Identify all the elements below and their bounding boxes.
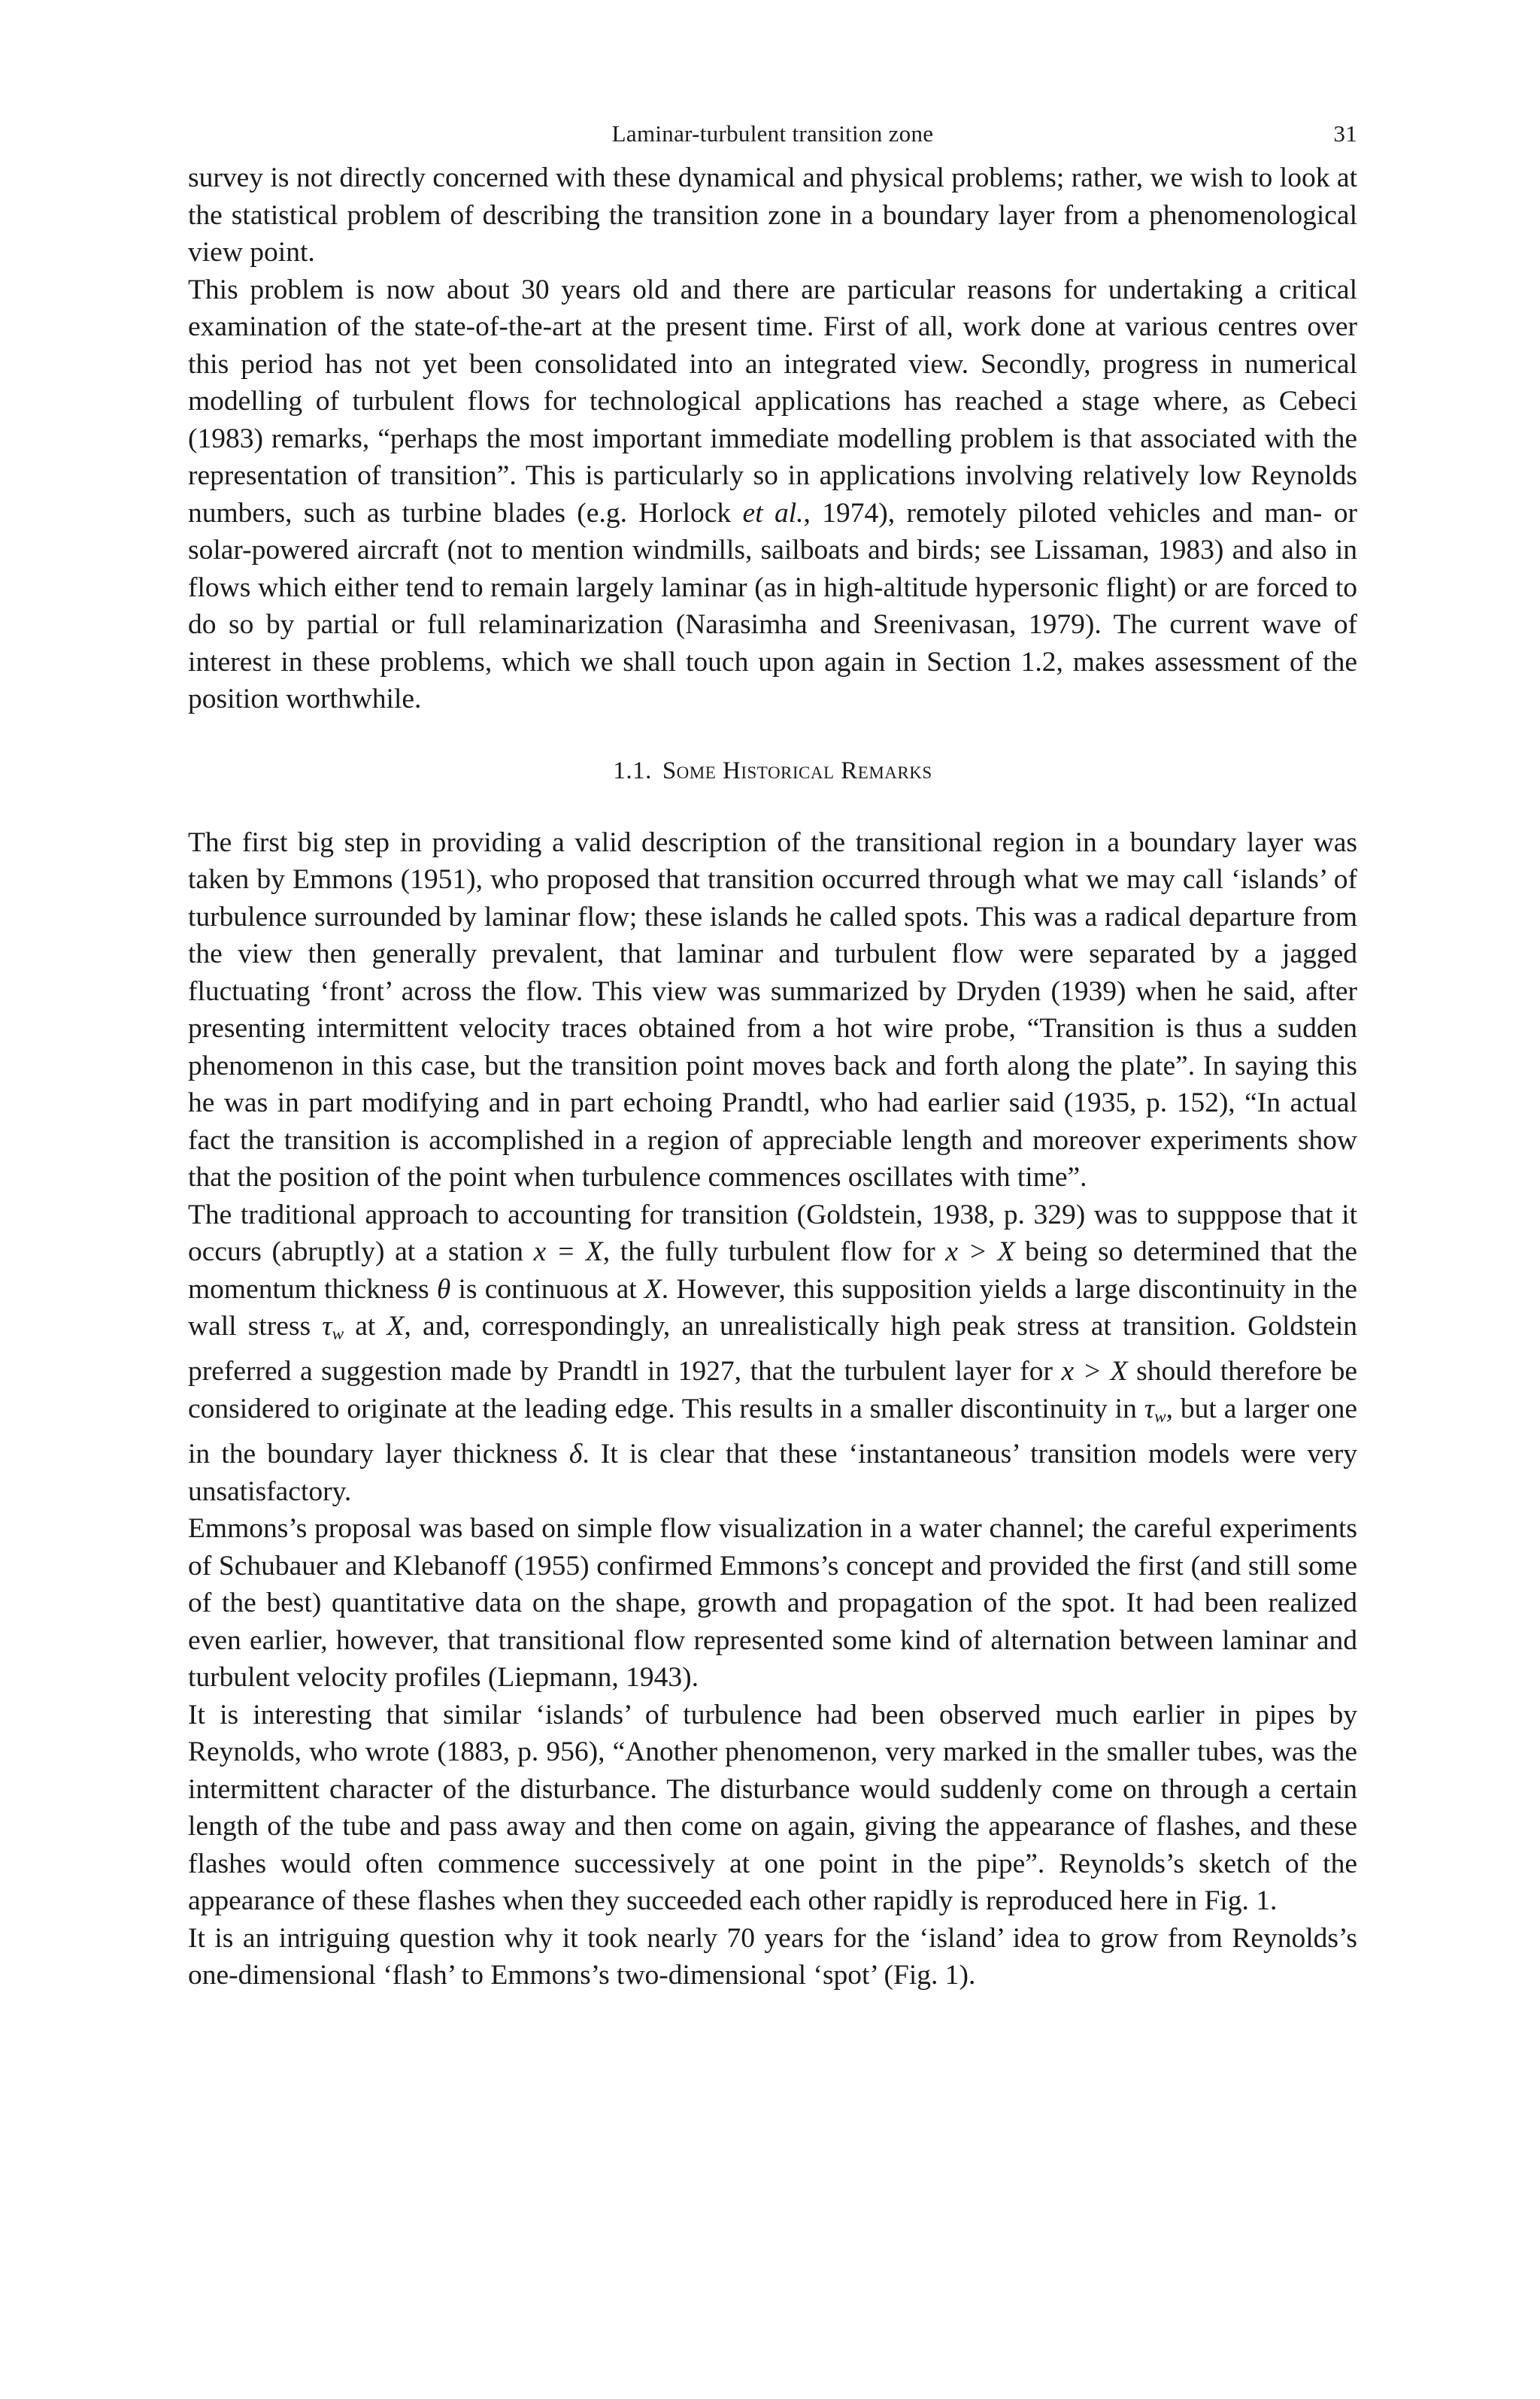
- running-head: [188, 120, 1357, 159]
- running-title: Laminar-turbulent transition zone: [611, 120, 934, 147]
- paragraph: survey is not directly concerned with these dynamical and physical problems; rather, we wish to look at the statistical problem of describing the transition zone in a boundary layer from a phenomenological view point.: [188, 162, 1357, 268]
- paragraph: It is an intriguing question why it took nearly 70 years for the ‘island’ idea to grow from Reynolds’s one-dimensional ‘flash’ to Emmons’s two-dimensional ‘spot’ (Fig. 1).: [188, 1922, 1357, 1991]
- paragraph: The traditional approach to accounting for transition (Goldstein, 1938, p. 329) was to supppose that it occurs (abruptly) at a station x = X, the fully turbulent flow for x > X being so determined that the momentum thickness θ is continuous at X. However, this supposition yields a large discontinuity in the wall stress $\tau_w$ at X, and, correspondingly, an unrealistically high peak stress at transition. Goldstein preferred a suggestion made by Prandtl in 1927, that the turbulent layer for x > X should therefore be considered to originate at the leading edge. This results in a smaller discontinuity in $\tau_w$, but a larger one in the boundary layer thickness δ. It is clear that these ‘instantaneous’ transition models were very unsatisfactory.: [188, 1199, 1358, 1507]
- section-heading: [188, 757, 1357, 785]
- section-number: 1.1.: [613, 757, 652, 784]
- paragraph: It is interesting that similar ‘islands’ of turbulence had been observed much earlier in pipes by Reynolds, who wrote (1883, p. 956), “Another phenomenon, very marked in the smaller tubes, was the intermittent character of the disturbance. The disturbance would suddenly come on through a certain length of the tube and pass away and then come on again, giving the appearance of flashes, and these flashes would often commence successively at one point in the pipe”. Reynolds’s sketch of the appearance of these flashes when they succeeded each other rapidly is reproduced here in Fig. 1.: [188, 1699, 1357, 1917]
- paragraph: The first big step in providing a valid description of the transitional region in a boundary layer was taken by Emmons (1951), who proposed that transition occurred through what we may call ‘islands’ of turbulence surrounded by laminar flow; these islands he called spots. This was a radical departure from the view then generally prevalent, that laminar and turbulent flow were separated by a jagged fluctuating ‘front’ across the flow. This view was summarized by Dryden (1939) when he said, after presenting intermittent velocity traces obtained from a hot wire probe, “Transition is thus a sudden phenomenon in this case, but the transition point moves back and forth along the plate”. In saying this he was in part modifying and in part echoing Prandtl, who had earlier said (1935, p. 152), “In actual fact the transition is accomplished in a region of appreciable length and moreover experiments show that the position of the point when turbulence commences oscillates with time”.: [188, 826, 1357, 1193]
- page-number: 31: [1333, 120, 1357, 147]
- paragraph: This problem is now about 30 years old and there are particular reasons for undertaking a critical examination of the state-of-the-art at the present time. First of all, work done at various centres over this period has not yet been consolidated into an integrated view. Secondly, progress in numerical modelling of turbulent flows for technological applications has reached a stage where, as Cebeci (1983) remarks, “perhaps the most important immediate modelling problem is that associated with the representation of transition”. This is particularly so in applications involving relatively low Reynolds numbers, such as turbine blades (e.g. Horlock et al., 1974), remotely piloted vehicles and man- or solar-powered aircraft (not to mention windmills, sailboats and birds; see Lissaman, 1983) and also in flows which either tend to remain largely laminar (as in high-altitude hypersonic flight) or are forced to do so by partial or full relaminarization (Narasimha and Sreenivasan, 1979). The current wave of interest in these problems, which we shall touch upon again in Section 1.2, makes assessment of the position worthwhile.: [188, 274, 1357, 714]
- paragraph: Emmons’s proposal was based on simple flow visualization in a water channel; the careful experiments of Schubauer and Klebanoff (1955) confirmed Emmons’s concept and provided the first (and still some of the best) quantitative data on the shape, growth and propagation of the spot. It had been realized even earlier, however, that transitional flow represented some kind of alternation between laminar and turbulent velocity profiles (Liepmann, 1943).: [188, 1513, 1357, 1694]
- section-title: Some Historical Remarks: [662, 757, 932, 784]
- page: [188, 120, 1357, 1994]
